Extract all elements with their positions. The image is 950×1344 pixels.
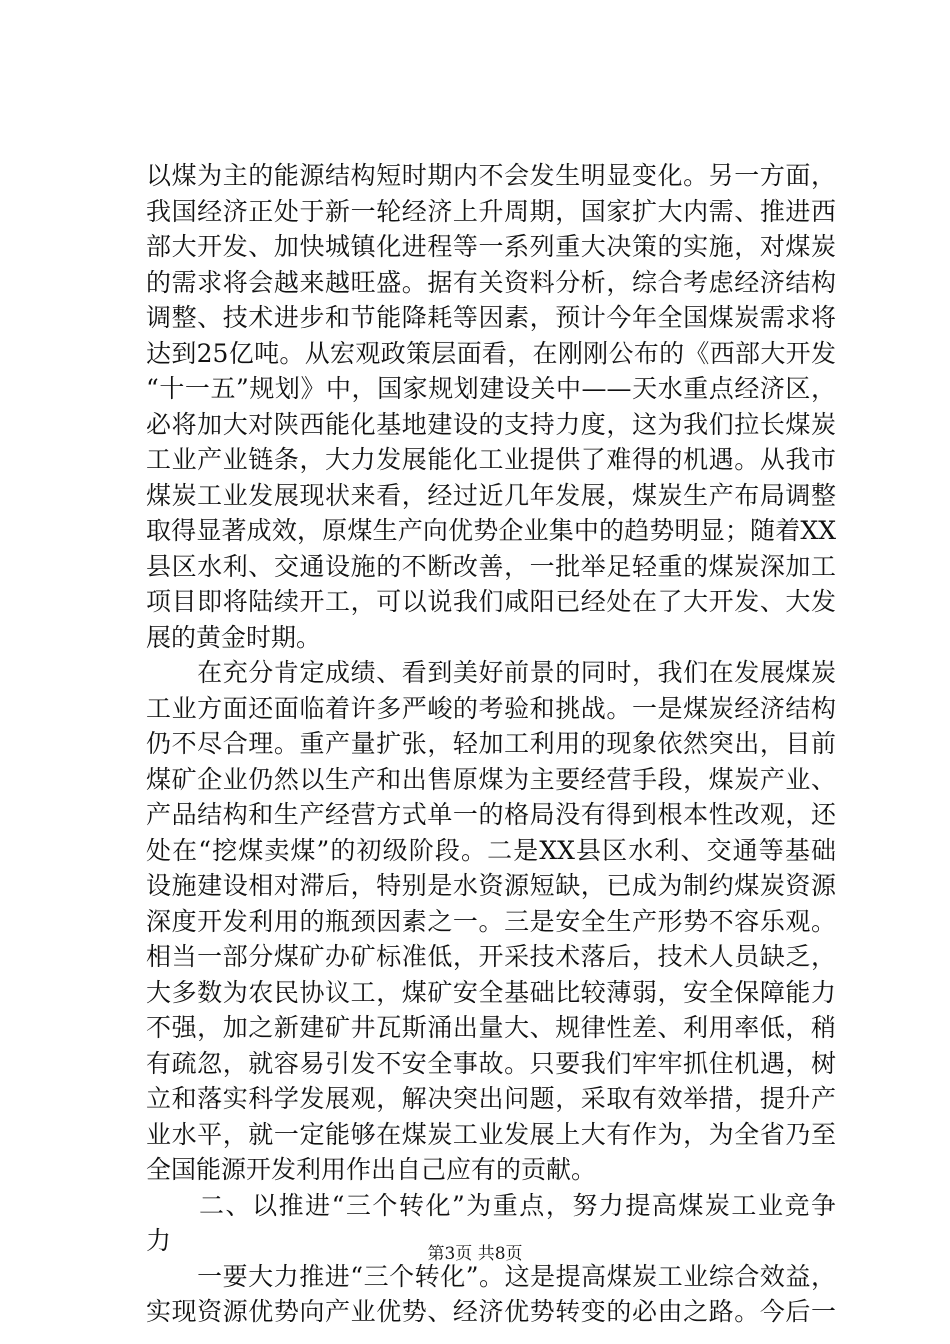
text-line: 必将加大对陕西能化基地建设的支持力度，这为我们拉长煤炭 bbox=[146, 409, 836, 439]
text-line: 一要大力推进“三个转化”。这是提高煤炭工业综合效益， bbox=[146, 1261, 836, 1291]
text-line: 达到25亿吨。从宏观政策层面看，在刚刚公布的《西部大开发 bbox=[146, 338, 836, 368]
text-line: 部大开发、加快城镇化进程等一系列重大决策的实施，对煤炭 bbox=[146, 232, 836, 261]
text-line: 我国经济正处于新一轮经济上升周期，国家扩大内需、推进西 bbox=[146, 196, 836, 226]
text-line: 不强，加之新建矿井瓦斯涌出量大、规律性差、利用率低，稍 bbox=[146, 1013, 836, 1042]
text-line: 工业产业链条，大力发展能化工业提供了难得的机遇。从我市 bbox=[146, 445, 836, 474]
text-line: 全国能源开发利用作出自己应有的贡献。 bbox=[146, 1155, 597, 1184]
text-line: 实现资源优势向产业优势、经济优势转变的必由之路。今后一 bbox=[146, 1297, 836, 1326]
text-line: 产品结构和生产经营方式单一的格局没有得到根本性改观，还 bbox=[146, 800, 836, 829]
text-line: 展的黄金时期。 bbox=[146, 622, 322, 652]
section-heading-line: 力 bbox=[146, 1226, 172, 1255]
text-line: 调整、技术进步和节能降耗等因素，预计今年全国煤炭需求将 bbox=[146, 303, 836, 332]
text-line: “十一五”规划》中，国家规划建设关中——天水重点经济区， bbox=[146, 374, 836, 403]
text-line: 的需求将会越来越旺盛。据有关资料分析，综合考虑经济结构 bbox=[146, 267, 836, 297]
text-line: 工业方面还面临着许多严峻的考验和挑战。一是煤炭经济结构 bbox=[146, 693, 836, 723]
text-line: 深度开发利用的瓶颈因素之一。三是安全生产形势不容乐观。 bbox=[146, 906, 836, 936]
text-line: 煤炭工业发展现状来看，经过近几年发展，煤炭生产布局调整 bbox=[146, 480, 836, 510]
text-line: 业水平，就一定能够在煤炭工业发展上大有作为，为全省乃至 bbox=[146, 1119, 836, 1149]
text-line: 以煤为主的能源结构短时期内不会发生明显变化。另一方面， bbox=[146, 161, 836, 190]
text-line: 取得显著成效，原煤生产向优势企业集中的趋势明显；随着XX bbox=[146, 516, 836, 545]
text-line: 县区水利、交通设施的不断改善，一批举足轻重的煤炭深加工 bbox=[146, 551, 836, 581]
text-line: 仍不尽合理。重产量扩张，轻加工利用的现象依然突出，目前 bbox=[146, 729, 836, 758]
section-heading-line: 二、以推进“三个转化”为重点，努力提高煤炭工业竞争 bbox=[146, 1190, 836, 1220]
text-line: 在充分肯定成绩、看到美好前景的同时，我们在发展煤炭 bbox=[146, 658, 836, 687]
document-body bbox=[146, 158, 836, 1330]
text-line: 有疏忽，就容易引发不安全事故。只要我们牢牢抓住机遇，树 bbox=[146, 1048, 836, 1078]
text-line: 立和落实科学发展观，解决突出问题，采取有效举措，提升产 bbox=[146, 1084, 836, 1113]
text-line: 设施建设相对滞后，特别是水资源短缺，已成为制约煤炭资源 bbox=[146, 871, 836, 900]
text-line: 处在“挖煤卖煤”的初级阶段。二是XX县区水利、交通等基础 bbox=[146, 835, 836, 865]
text-line: 相当一部分煤矿办矿标准低，开采技术落后，技术人员缺乏， bbox=[146, 942, 836, 971]
text-line: 煤矿企业仍然以生产和出售原煤为主要经营手段，煤炭产业、 bbox=[146, 764, 836, 794]
text-line: 项目即将陆续开工，可以说我们咸阳已经处在了大开发、大发 bbox=[146, 587, 836, 616]
page-number-footer: 第3页 共8页 bbox=[427, 1244, 523, 1264]
text-line: 大多数为农民协议工，煤矿安全基础比较薄弱，安全保障能力 bbox=[146, 977, 836, 1007]
